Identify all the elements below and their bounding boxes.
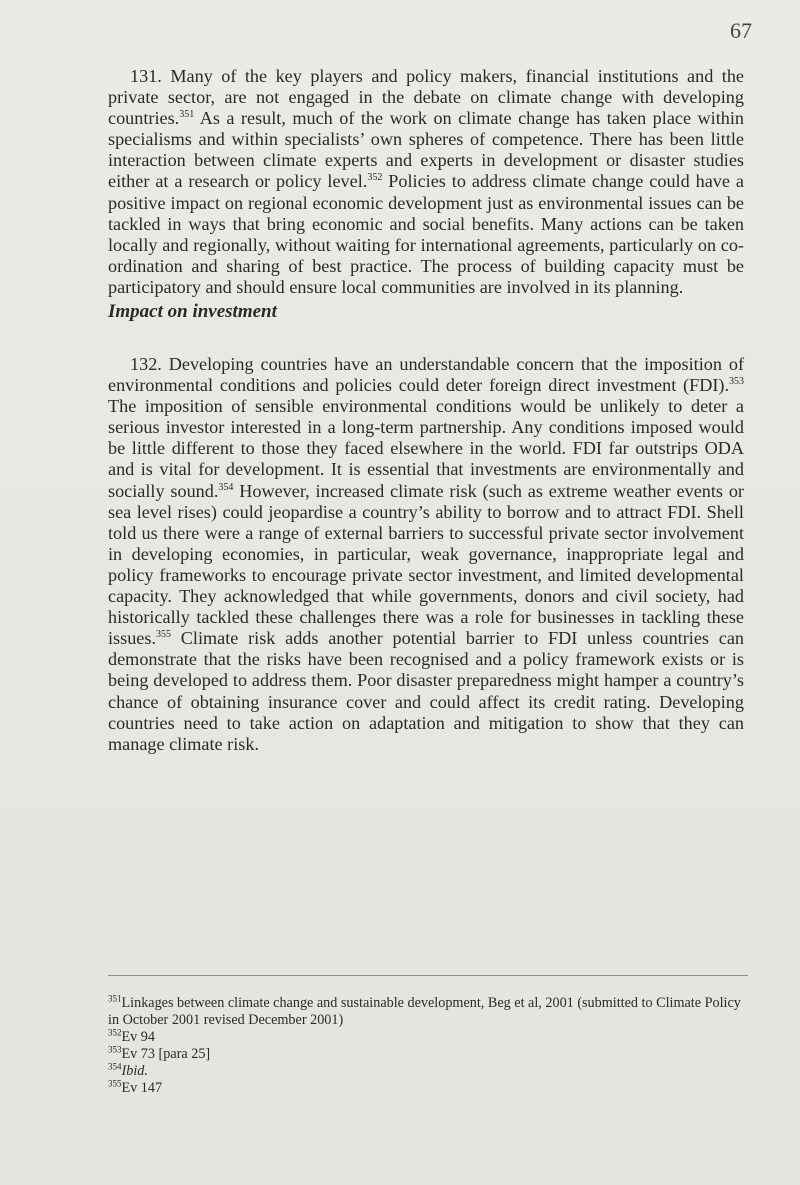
footnote-text: Ev 94 [121,1029,155,1045]
footnote-marker: 355 [108,1078,122,1089]
footnote-separator [108,975,748,976]
paragraph-segment: However, increased climate risk (such as extreme weather events or sea level rises) could jeopardise a country’s ability to borrow and to attract FDI. Shell told us there were a range of external barriers to successful private sector involvement in developing economies, in particular, weak governance, inappropriate legal and policy frameworks to encourage private sector investment, and limited developmental capacity. They acknowledged that while governments, donors and civil society, had historically tackled these challenges there was a role for businesses in tackling these issues. [108,480,744,649]
paragraph-text [108,66,744,298]
footnote-text: Ev 147 [121,1080,163,1096]
footnote-reference[interactable]: 354 [218,481,234,493]
paragraph-131 [108,66,744,298]
footnote-marker: 351 [108,993,122,1004]
footnote-marker: 352 [108,1027,122,1038]
paragraph-segment: Developing countries have an understandable concern that the imposition of environmental conditions and policies could deter foreign direct investment (FDI). [108,354,744,396]
footnote-text: Linkages between climate change and sustainable development, Beg et al, 2001 (submitted to Climate Policy in October 2001 revised December 2001) [108,995,741,1028]
footnote-marker: 354 [108,1061,122,1072]
footnote-reference[interactable]: 351 [179,109,195,121]
footnotes [108,995,748,1097]
paragraph-segment: Many of the key players and policy makers, financial institutions and the private sector, are not engaged in the debate on climate change with developing countries. [108,66,745,129]
footnote [108,1063,748,1080]
footnote-text: Ev 73 [para 25] [121,1046,211,1062]
footnote [108,1080,748,1097]
section-heading: Impact on investment [108,301,277,322]
paragraph-segment: Climate risk adds another potential barrier to FDI unless countries can demonstrate that the risks have been recognised and a policy framework exists or is being developed to address them. Poor disaster preparedness might hamper a country’s chance of obtaining insurance cover and could affect its credit rating. Developing countries need to take action on adaptation and mitigation to show that they can manage climate risk. [108,628,744,754]
paragraph-segment: As a result, much of the work on climate change has taken place within specialisms and within specialists’ own spheres of competence. There has been little interaction between climate experts and experts in development or disaster studies either at a research or policy level. [108,108,744,192]
paragraph-number: 131. [130,66,171,86]
paragraph-segment: The imposition of sensible environmental conditions would be unlikely to deter a serious investor interested in a long-term partnership. Any conditions imposed would be little different to those they faced elsewhere in the world. FDI far outstrips ODA and is vital for development. It is essential that investments are environmentally and socially sound. [108,396,744,501]
footnote [108,995,748,1029]
paragraph-number: 132. [130,354,169,374]
footnote-reference[interactable]: 355 [156,629,171,641]
footnote [108,1029,748,1046]
page-number: 67 [730,18,752,43]
paragraph-132 [108,354,744,755]
paragraph-text [108,354,744,755]
footnote-text: Ibid. [121,1063,148,1079]
footnote-reference[interactable]: 353 [729,376,744,388]
paragraph-segment: Policies to address climate change could have a positive impact on regional economic development just as environmental issues can be tackled in ways that bring economic and social benefits. Many actions can be taken locally and regionally, without waiting for international agreements, particularly on co-ordination and sharing of best practice. The process of building capacity must be participatory and should ensure local communities are involved in its planning. [108,171,744,297]
footnote [108,1046,748,1063]
footnote-marker: 353 [108,1044,122,1055]
footnote-reference[interactable]: 352 [367,172,383,184]
